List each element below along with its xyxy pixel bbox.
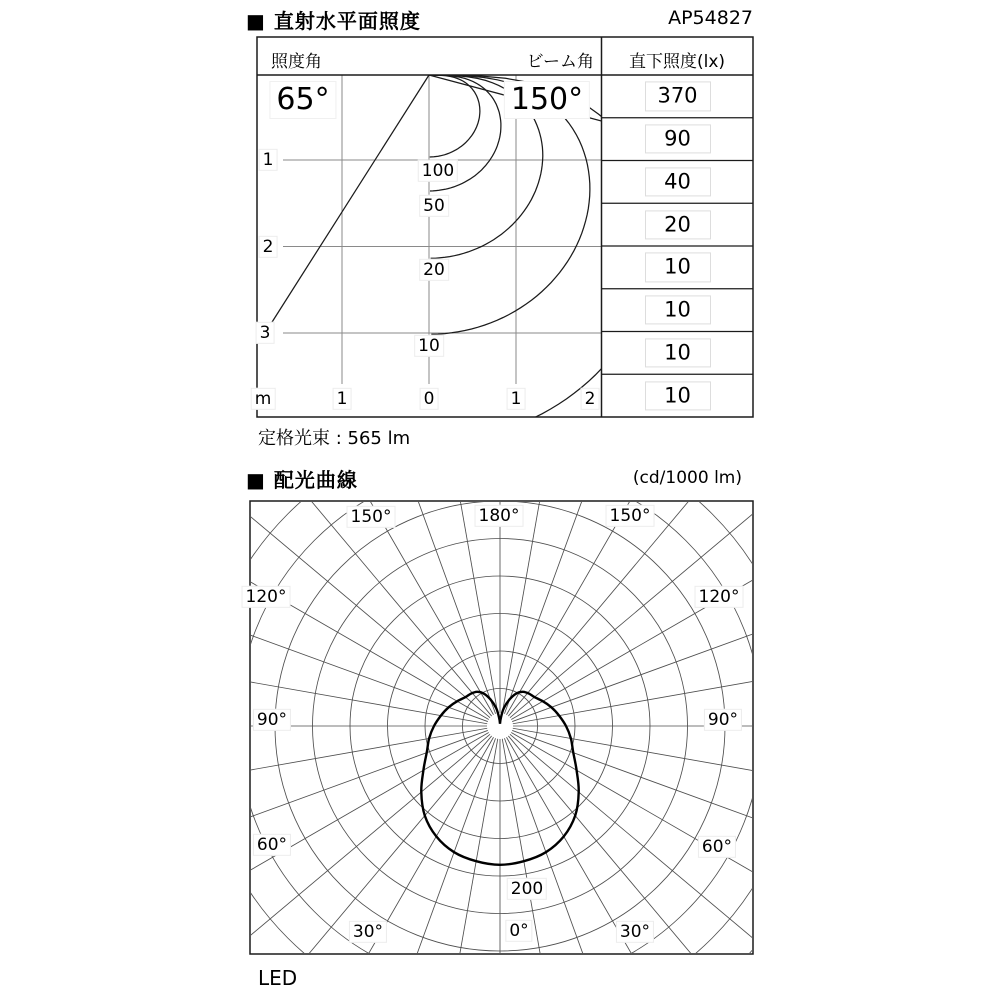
y-axis-tick: 3 [256,322,275,344]
polar-angle-label: 150° [606,505,655,527]
direct-illuminance-value: 370 [645,82,711,111]
iso-lux-curve-label: 100 [418,160,458,182]
product-code: AP54827 [668,7,753,29]
direct-illuminance-value: 20 [645,210,711,239]
polar-angle-label: 60° [253,834,291,856]
polar-ring-value-label: 200 [507,878,547,900]
polar-angle-label: 30° [616,921,654,943]
col-header-illuminance-angle: 照度角 [271,52,322,72]
direct-illuminance-value: 90 [645,125,711,154]
beam-angle-value: 150° [504,81,590,119]
iso-lux-curve-label: 20 [419,259,449,281]
col-header-beam-angle: ビーム角 [526,52,594,72]
direct-illuminance-value: 10 [645,381,711,410]
polar-angle-label: 150° [347,506,396,528]
iso-lux-curve-label: 50 [419,195,449,217]
polar-angle-label: 90° [253,709,291,731]
section2-title-row [246,464,358,493]
x-axis-tick: 1 [507,388,526,410]
direct-illuminance-value: 40 [645,167,711,196]
polar-frame [250,501,753,954]
iso-lux-curve-5 [429,75,657,442]
illuminance-angle-value: 65° [269,81,336,119]
y-axis-tick: 2 [259,235,278,257]
x-axis-tick: 1 [333,388,352,410]
polar-angle-label: 120° [242,586,291,608]
polar-angle-label: 60° [698,836,736,858]
rated-flux-label: 定格光束 : 565 lm [258,428,411,449]
section1-title: 直射水平面照度 [273,9,421,33]
polar-angle-label: 0° [505,920,532,942]
source-label: LED [258,966,298,990]
x-axis-tick: m [251,388,276,410]
polar-unit-label: (cd/1000 lm) [632,468,742,488]
polar-angle-label: 30° [349,921,387,943]
section1-title-row [246,5,421,34]
col-header-direct-illuminance: 直下照度(lx) [628,52,726,72]
x-axis-tick: 2 [581,388,600,410]
iso-lux-curve-label: 10 [414,335,444,357]
section2-title: 配光曲線 [273,468,358,492]
section-marker-icon: ■ [246,9,266,33]
polar-angle-label: 180° [475,505,524,527]
iso-lux-curves [429,75,657,442]
iso-lux-curve-100 [429,75,480,157]
direct-illuminance-value: 10 [645,338,711,367]
polar-angle-label: 90° [704,709,742,731]
polar-angle-label: 120° [695,586,744,608]
y-axis-tick: 1 [259,149,278,171]
direct-illuminance-value: 10 [645,296,711,325]
direct-illuminance-value: 10 [645,253,711,282]
section-marker-icon: ■ [246,468,266,492]
x-axis-tick: 0 [420,388,439,410]
